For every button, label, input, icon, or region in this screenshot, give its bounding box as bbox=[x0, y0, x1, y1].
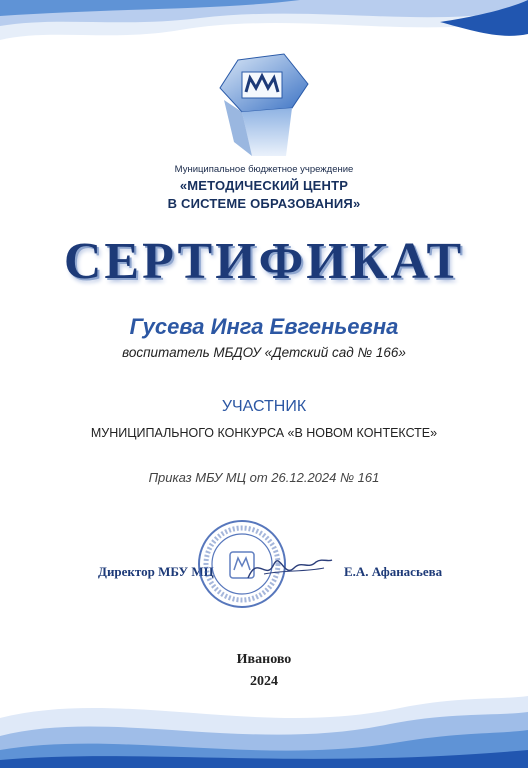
organization-type: Муниципальное бюджетное учреждение bbox=[174, 164, 354, 175]
recipient-position: воспитатель МБДОУ «Детский сад № 166» bbox=[122, 345, 406, 360]
certificate-title: СЕРТИФИКАТ bbox=[63, 233, 465, 290]
city: Иваново bbox=[236, 652, 292, 667]
contest-name: МУНИЦИПАЛЬНОГО КОНКУРСА «В НОВОМ КОНТЕКСТЕ» bbox=[90, 426, 438, 440]
recipient-name: Гусева Инга Евгеньевна bbox=[129, 314, 399, 339]
bottom-wave-decoration bbox=[0, 678, 528, 768]
organization-name-line1: «МЕТОДИЧЕСКИЙ ЦЕНТР bbox=[179, 178, 349, 193]
methodical-center-logo bbox=[212, 50, 316, 158]
signatory-name: Е.А. Афанасьева bbox=[344, 564, 443, 579]
order-reference: Приказ МБУ МЦ от 26.12.2024 № 161 bbox=[148, 470, 380, 485]
participant-role: УЧАСТНИК bbox=[221, 398, 307, 415]
signatory-title: Директор МБУ МЦ bbox=[98, 564, 214, 579]
handwritten-signature bbox=[244, 548, 334, 588]
organization-name-line2: В СИСТЕМЕ ОБРАЗОВАНИЯ» bbox=[167, 196, 361, 211]
year: 2024 bbox=[250, 674, 278, 689]
